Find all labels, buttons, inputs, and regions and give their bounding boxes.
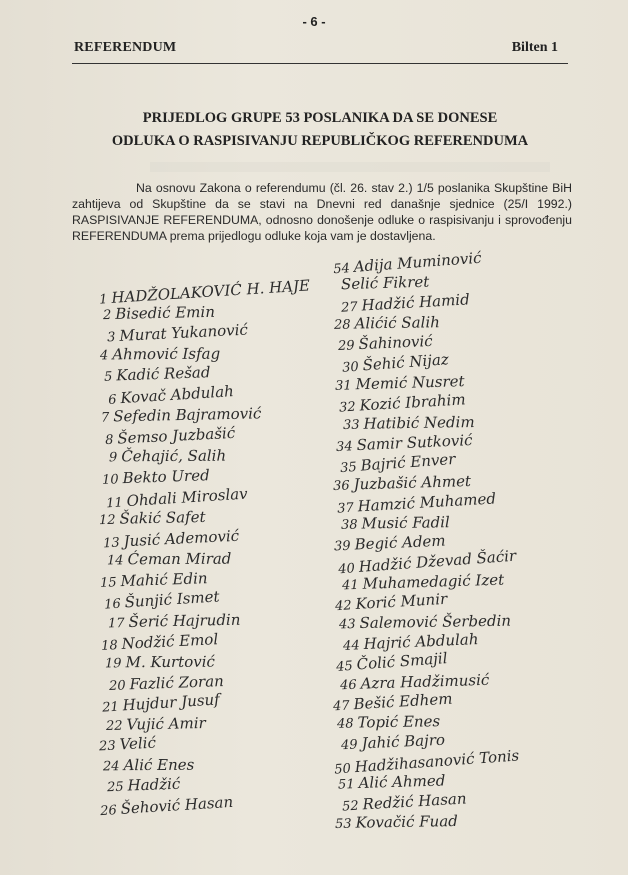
signature-number: 12 [98,512,116,529]
signature-entry [105,652,215,672]
signature-number: 19 [104,656,122,672]
signature-name: Redžić Hasan [362,789,467,814]
signature-entry [107,549,232,569]
signature-number: 25 [106,780,124,796]
signature-name: Adija Muminović [353,248,483,276]
signature-name: Bisedić Emin [115,302,216,323]
signature-number: 51 [337,777,355,793]
signature-name: Čehajić, Salih [121,447,227,466]
signature-number: 27 [340,299,359,316]
signature-name: Jusić Ademović [123,526,240,551]
signature-entry [100,343,220,363]
signature-entry [335,811,458,832]
signature-entry [103,755,194,775]
signature-entry [109,446,226,466]
signature-number: 21 [101,699,120,716]
signature-number: 17 [107,615,125,632]
signature-number: 1 [98,292,109,308]
signature-entry [106,713,206,734]
signature-number: 33 [342,417,360,433]
signature-entry [108,610,241,632]
signature-entry [337,272,430,294]
signature-number: 45 [335,659,354,676]
signature-number: 34 [335,438,354,455]
signature-number: 54 [332,261,351,278]
signature-name: Bekto Ured [122,466,210,488]
signature-number: 9 [108,450,118,466]
running-header-section: REFERENDUM [74,40,177,55]
signature-number: 26 [99,803,118,820]
signature-name: Korić Munir [355,590,448,614]
signature-name: Hadžić Hamid [361,290,471,315]
signature-entry [104,587,220,613]
signature-name: Kovačić Fuad [355,812,458,832]
signature-entry [103,525,240,551]
signature-name: Šehović Hasan [120,792,234,818]
signature-entry [337,711,440,732]
signature-name: Hajrić Abdulah [363,630,479,654]
signature-entry [107,774,181,796]
signature-name: Selić Fikret [340,272,430,294]
signature-number: 47 [332,698,351,715]
signature-number: 31 [334,378,352,394]
signature-name: Šehić Nijaz [362,350,450,375]
intro-paragraph: Na osnovu Zakona o referendumu (čl. 26. stav 2.) 1/5 poslanika Skupštine BiH zahtijeva od Skupštine da se stavi na Dnevni red današnje sjednice (25/I 1992.) RASPISIVANJE REFERENDUMA, odnosno donošenje odluke o raspisivanju i sprovođenju REFERENDUMA prema prijedlogu odluke koja vam je dostavljena. [72,181,572,243]
signature-number: 43 [338,617,356,633]
signature-number: 3 [106,330,116,346]
signature-entry [101,404,262,426]
document-title-line1: PRIJEDLOG GRUPE 53 POSLANIKA DA SE DONESE [142,110,498,126]
signature-name: Alić Ahmed [358,771,446,793]
signature-number: 44 [342,638,361,655]
signature-name: Vujić Amir [126,713,206,734]
signature-name: Čolić Smajil [356,649,449,674]
signature-name: Šakić Safet [119,508,206,528]
signature-entry [338,770,446,792]
signature-name: Ahmović Isfag [112,344,221,364]
signature-number: 23 [98,738,117,755]
signature-number: 40 [337,561,356,578]
signature-name: Juzbašić Ahmet [353,471,472,494]
signature-number: 48 [336,716,354,732]
signature-number: 37 [336,500,355,517]
signature-name: Murat Yukanović [118,320,249,345]
signature-number: 13 [102,535,121,552]
document-title-line2: ODLUKA O RASPISIVANJU REPUBLIČKOG REFERENDUMA [111,133,529,149]
signature-name: M. Kurtović [125,652,215,672]
signature-number: 49 [340,737,358,754]
signature-number: 30 [341,359,360,376]
signature-name: Samir Sutković [356,430,473,454]
signature-name: Mahić Edin [120,568,208,590]
signature-name: Begić Adem [354,531,446,554]
signature-name: Kozić Ibrahim [359,390,467,415]
signature-number: 28 [333,317,351,333]
signature-number: 22 [105,718,123,734]
signature-entry [341,730,446,754]
signature-number: 5 [103,369,113,386]
running-header-bulletin: Bilten 1 [511,40,558,55]
signature-number: 35 [339,459,358,476]
signature-number: 50 [333,761,352,778]
signature-name: Nodžić Emol [121,629,219,653]
signature-name: Šemso Juzbašić [116,423,236,448]
signature-entry [339,611,511,633]
signature-name: Alić Enes [123,755,195,775]
signature-number: 38 [340,517,358,533]
signature-entry [334,312,440,333]
signature-entry [99,507,206,528]
signature-number: 29 [337,338,355,354]
signature-name: Sefedin Bajramović [113,404,262,426]
signature-name: Hatibić Nedim [363,412,475,433]
signature-number: 16 [103,596,122,613]
signature-name: Hujdur Jusuf [122,690,221,715]
signature-name: Hadžić [127,775,181,795]
signature-name: Memić Nusret [355,371,465,394]
page-number: - 6 - [302,14,326,29]
signature-number: 41 [341,578,359,594]
signature-number: 46 [339,677,357,694]
signature-number: 32 [338,399,357,416]
signature-name: Hadžić Dževad Šaćir [358,547,517,577]
signature-number: 42 [334,598,353,615]
signature-number: 4 [99,348,109,364]
signature-number: 14 [106,553,124,569]
signature-name: Jahić Bajro [361,730,446,753]
signature-name: HADŽOLAKOVIĆ H. HAJE [110,276,311,307]
signature-number: 2 [102,307,112,323]
signature-name: Šerić Hajrudin [128,610,241,631]
signature-entry [341,289,471,315]
signature-entry [104,362,211,385]
signature-number: 53 [334,816,352,832]
signature-number: 20 [108,678,126,694]
signature-name: Salemović Šerbedin [359,611,512,633]
signature-name: Velić [119,733,157,754]
signature-name: Kovač Abdulah [119,381,235,407]
signature-number: 7 [100,410,110,427]
signature-name: Fazlić Zoran [129,671,225,693]
signature-number: 15 [99,575,117,591]
signature-number: 10 [101,472,119,488]
signature-entry [99,733,157,755]
signature-entry [105,423,236,448]
signature-number: 36 [332,478,350,494]
signature-name: Bešić Edhem [353,689,453,714]
signature-name: Hamzić Muhamed [357,489,497,515]
signature-entry [334,530,446,554]
signature-entry [107,320,249,346]
signature-name: Šahinović [358,331,433,354]
signature-number: 11 [105,495,124,512]
signature-name: Bajrić Enver [360,449,456,475]
signature-number: 6 [107,392,117,408]
signature-number: 39 [333,538,351,554]
signature-number: 52 [341,798,360,815]
signature-name: Hadžihasanović Tonis [354,746,520,777]
signature-number: 18 [100,637,119,654]
signature-entry [341,512,450,533]
signature-entry [343,412,475,433]
signature-entry [103,301,215,322]
signature-entry [101,629,219,654]
signature-number: 24 [102,759,120,775]
signature-name: Topić Enes [357,712,441,732]
signature-number: 8 [104,432,114,449]
signature-name: Ohdali Miroslav [126,484,249,510]
signature-name: Kadić Rešad [116,363,211,385]
signature-name: Ćeman Mirad [127,549,232,569]
signature-name: Alićić Salih [354,313,440,333]
signature-name: Musić Fadil [361,512,450,533]
signature-name: Muhamedagić Izet [362,571,505,594]
signature-name: Azra Hadžimusić [360,671,490,693]
signature-entry [102,465,210,488]
signature-entry [100,792,234,819]
signature-name: Šunjić Ismet [124,587,220,612]
